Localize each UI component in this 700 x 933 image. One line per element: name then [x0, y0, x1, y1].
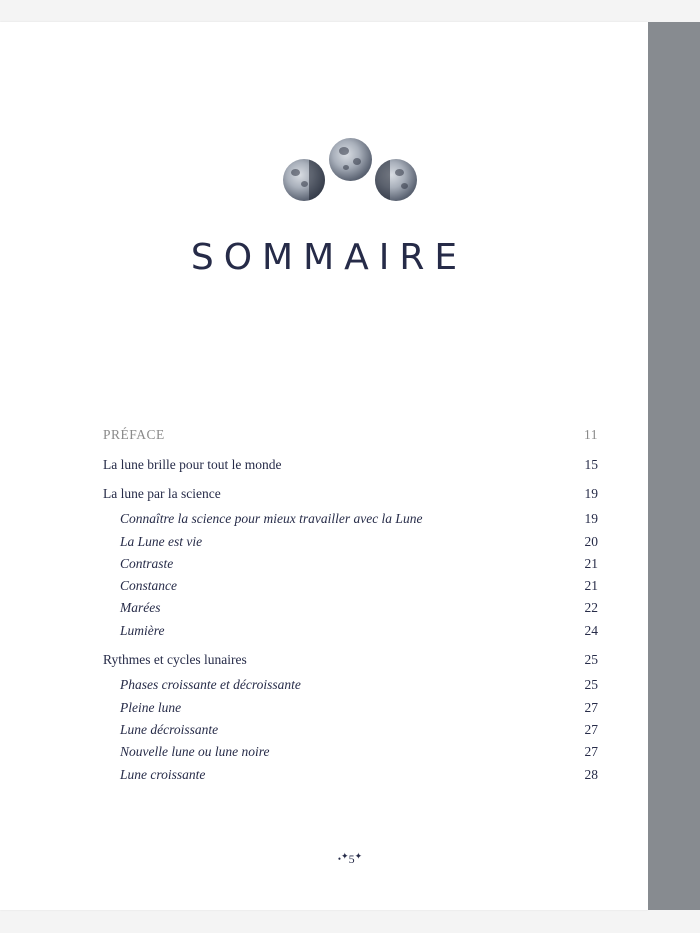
toc-entry-label: Marées [120, 600, 161, 615]
toc-entry [103, 556, 598, 576]
toc-entry-page: 20 [584, 534, 598, 549]
toc-entry-page: 25 [584, 652, 598, 667]
toc-entry-label: Constance [120, 578, 177, 593]
toc-entry-page: 11 [584, 427, 598, 442]
toc-entry [103, 744, 598, 764]
toc-entry-page: 27 [584, 744, 598, 759]
side-band [648, 22, 700, 910]
toc-entry [103, 511, 598, 531]
toc-entry-page: 19 [584, 511, 598, 526]
moon-waning-icon [283, 159, 325, 201]
toc-entry-label: Phases croissante et décroissante [120, 677, 301, 692]
page-number: 5 [348, 852, 355, 866]
book-page [0, 22, 648, 910]
toc-entry [103, 534, 598, 554]
toc-entry [103, 578, 598, 598]
toc-entry-page: 27 [584, 722, 598, 737]
toc-entry-page: 22 [584, 600, 598, 615]
toc-entry [103, 700, 598, 720]
toc-entry-label: La lune par la science [103, 486, 221, 501]
toc-entry-label: Lune croissante [120, 767, 206, 782]
toc-entry [103, 677, 598, 697]
toc-entry [103, 652, 598, 672]
toc-entry-page: 24 [584, 623, 598, 638]
toc-entry-page: 28 [584, 767, 598, 782]
moon-waxing-icon [375, 159, 417, 201]
toc-entry-page: 27 [584, 700, 598, 715]
toc-entry-label: Rythmes et cycles lunaires [103, 652, 247, 667]
toc-entry [103, 623, 598, 643]
toc-entry-label: Lumière [120, 623, 165, 638]
moon-full-icon [329, 138, 372, 181]
toc-entry-page: 15 [584, 457, 598, 472]
page-number-footer: •✦5✦ [337, 851, 363, 866]
toc-entry-label: PRÉFACE [103, 427, 165, 442]
toc-entry-label: Contraste [120, 556, 174, 571]
toc-entry [103, 486, 598, 506]
toc-entry [103, 767, 598, 787]
toc-entry-label: Pleine lune [120, 700, 182, 715]
toc-entry-page: 19 [584, 486, 598, 501]
toc-entry [103, 457, 598, 477]
toc-entry-page: 21 [584, 556, 598, 571]
toc-entry [103, 427, 598, 447]
toc-entry [103, 600, 598, 620]
toc-entry-page: 21 [584, 578, 598, 593]
toc-entry-label: Lune décroissante [120, 722, 219, 737]
toc-entry-page: 25 [584, 677, 598, 692]
toc-entry [103, 722, 598, 742]
toc-entry-label: La Lune est vie [120, 534, 203, 549]
toc-entry-label: Connaître la science pour mieux travailler avec la Lune [120, 511, 423, 526]
page-title: SOMMAIRE [190, 237, 468, 278]
toc-entry-label: La lune brille pour tout le monde [103, 457, 282, 472]
toc-entry-label: Nouvelle lune ou lune noire [120, 744, 270, 759]
